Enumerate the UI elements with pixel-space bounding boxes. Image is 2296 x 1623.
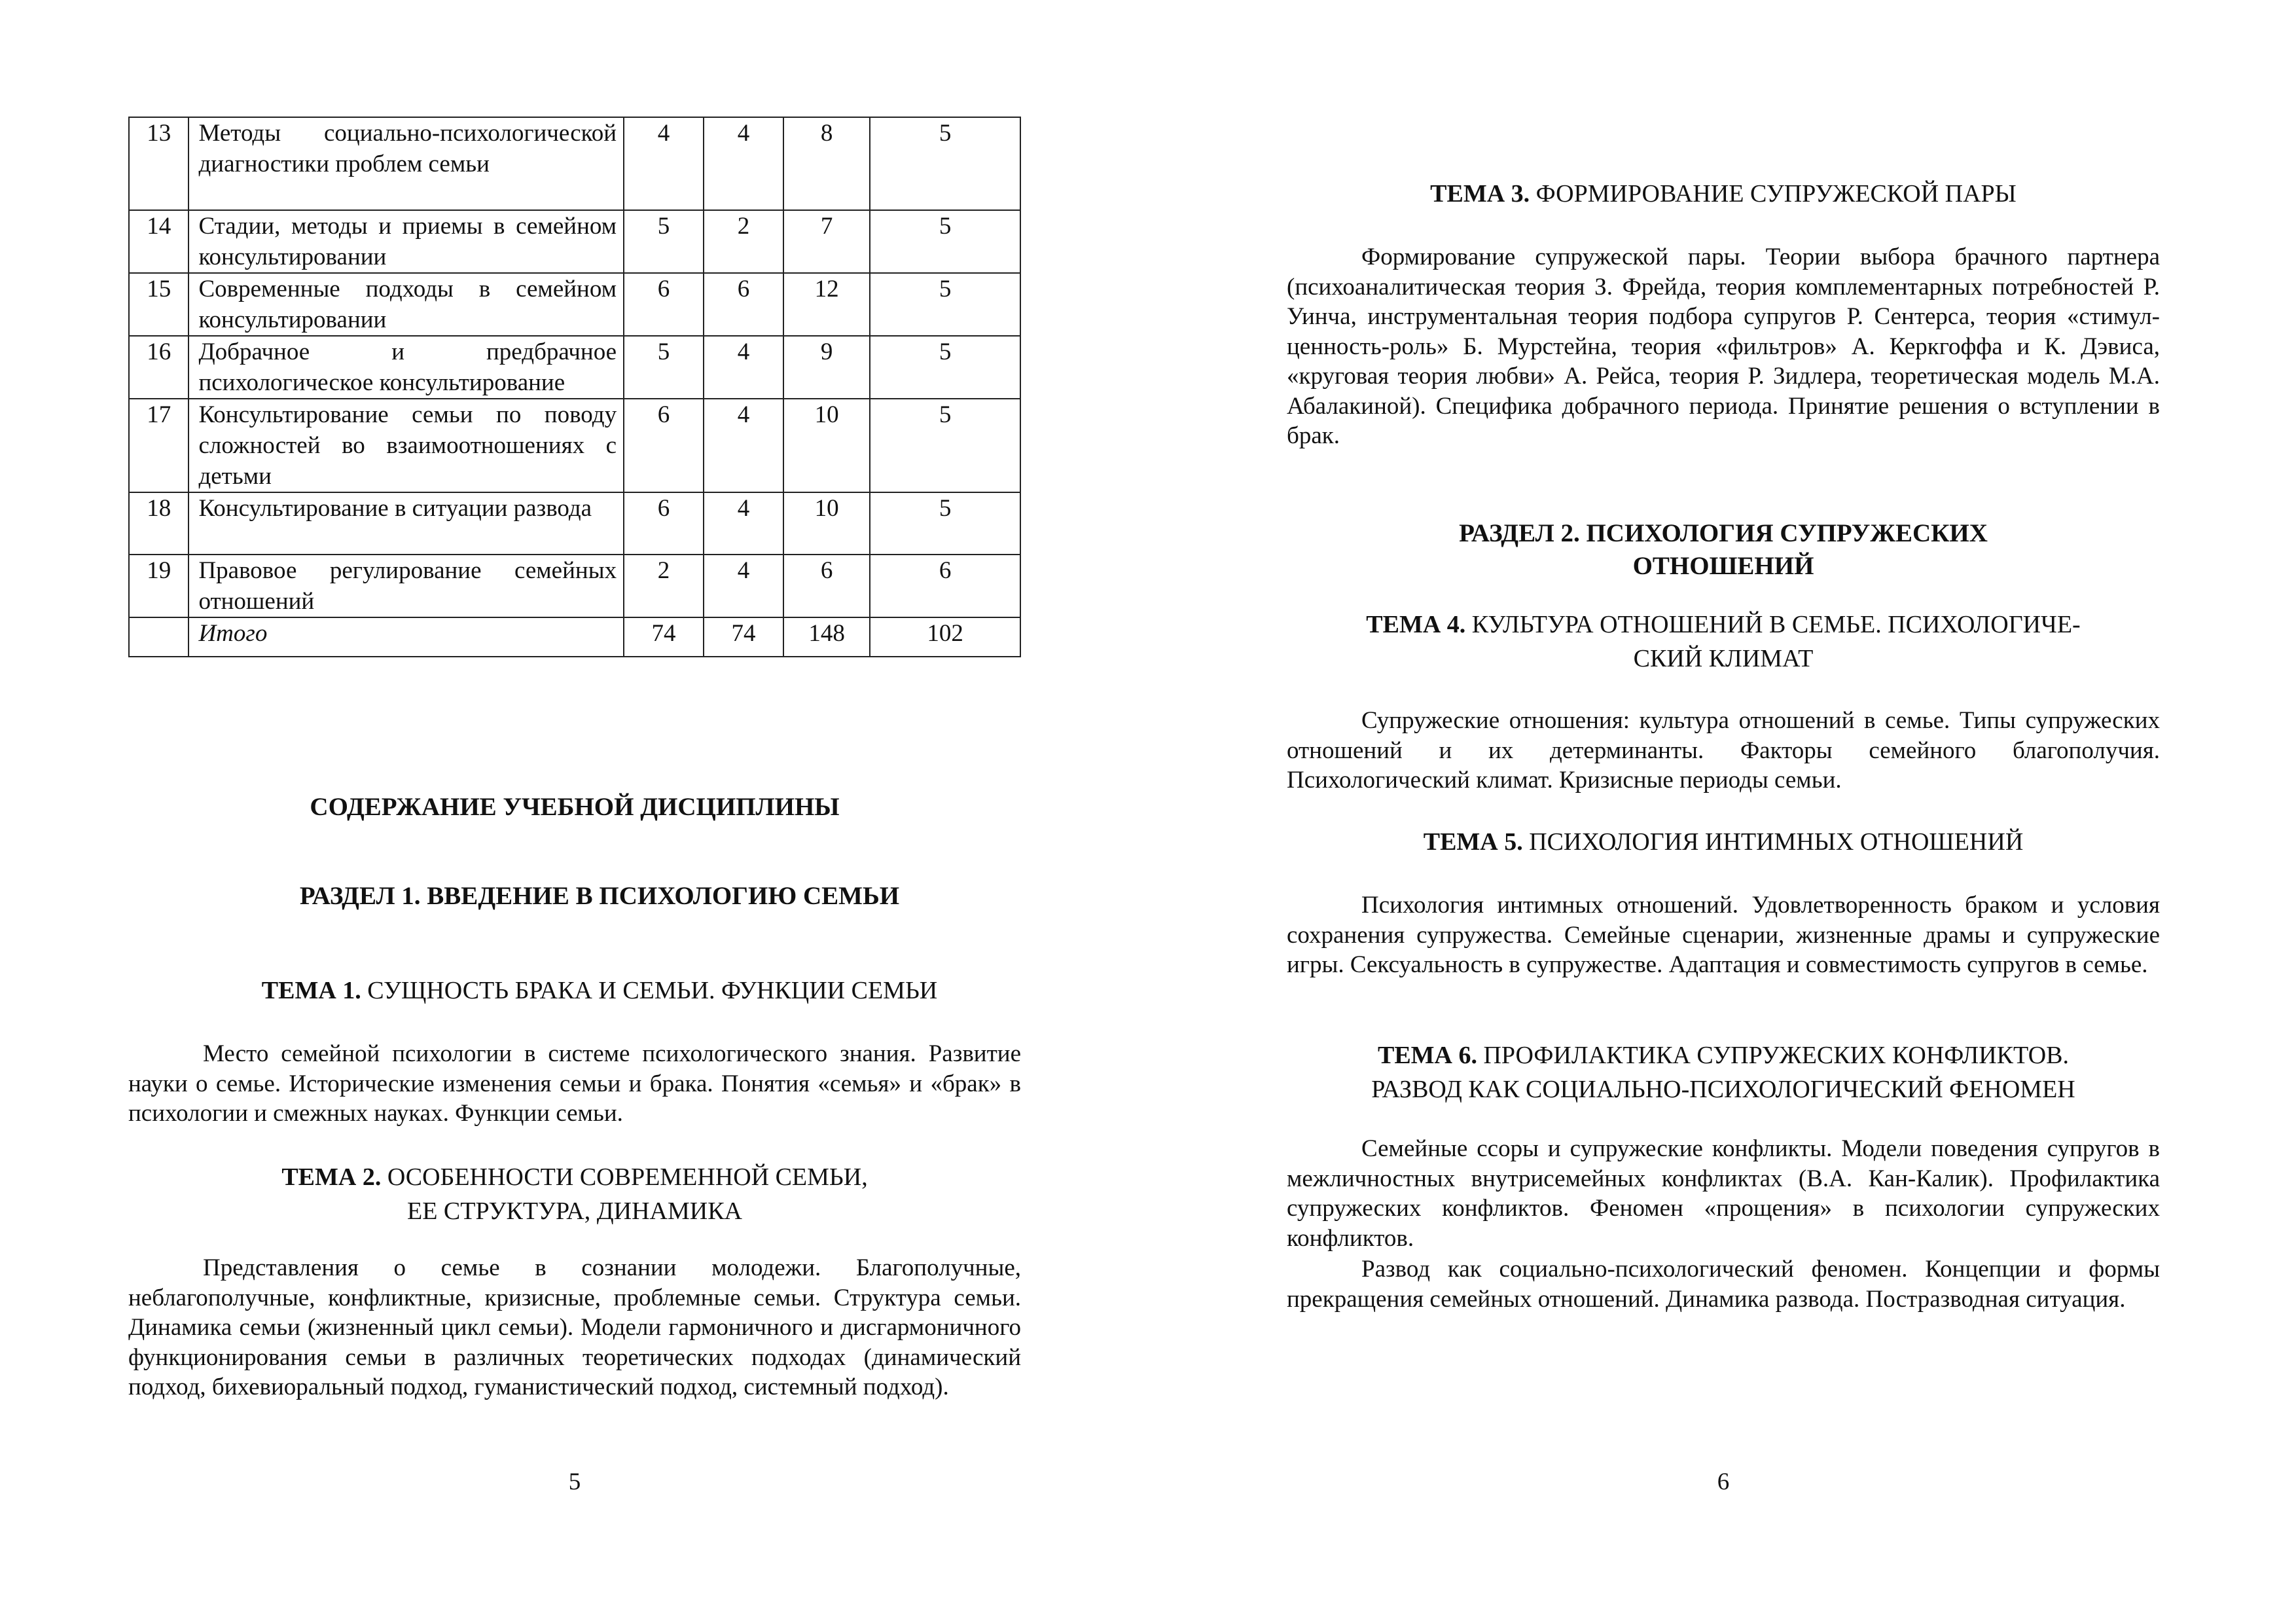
topic-name (188, 555, 624, 617)
self-study-hours: 6 (870, 555, 1020, 617)
self-study-hours: 5 (870, 210, 1020, 273)
row-number: 17 (129, 399, 188, 492)
theme-6-text-2 (1287, 1254, 2160, 1314)
topic-name-text: Современные подходы в семейном консультировании (198, 276, 617, 333)
section-2-title (1287, 517, 2160, 583)
table-row (129, 399, 1020, 492)
practice-hours: 6 (704, 273, 783, 336)
theme-6-name-line2: РАЗВОД КАК СОЦИАЛЬНО-ПСИХОЛОГИЧЕСКИЙ ФЕНОМЕН (1371, 1076, 2075, 1103)
theme-4-title (1287, 608, 2160, 676)
topic-name (188, 492, 624, 555)
practice-hours: 4 (704, 336, 783, 399)
topic-name-text: Стадии, методы и приемы в семейном консультировании (198, 213, 617, 270)
lecture-hours: 6 (624, 492, 704, 555)
right-page (1287, 0, 2160, 1623)
theme-4-text-body: Супружеские отношения: культура отношений в семье. Типы супружеских отношений и их детерминанты. Факторы семейного благополучия. Психологический климат. Кризисные периоды семьи. (1287, 707, 2160, 793)
total-hours: 12 (783, 273, 870, 336)
total-lecture-hours: 74 (624, 617, 704, 657)
theme-1-label: ТЕМА 1. (261, 977, 361, 1004)
theme-6-title (1287, 1038, 2160, 1106)
table-total-row (129, 617, 1020, 657)
topic-name-text: Методы социально-психологической диагностики проблем семьи (198, 120, 617, 177)
total-hours: 10 (783, 399, 870, 492)
theme-5-name: ПСИХОЛОГИЯ ИНТИМНЫХ ОТНОШЕНИЙ (1529, 828, 2024, 856)
theme-6-text-1 (1287, 1134, 2160, 1253)
topic-name-text: Консультирование семьи по поводу сложностей во взаимоотношениях с детьми (198, 401, 617, 490)
self-study-hours: 5 (870, 492, 1020, 555)
lecture-hours: 6 (624, 399, 704, 492)
topic-name (188, 273, 624, 336)
theme-3-text-body: Формирование супружеской пары. Теории выбора брачного партнера (психоаналитическая теория З. Фрейда, теория комплементарных потребностей Р. Уинча, инструментальная теория подбора супругов Р. Сентерса, теория «стимул-ценность-роль» Б. Мурстейна, теория «фильтров» А. Керкгоффа и К. Дэвиса, «круговая теория любви» А. Рейса, теория Р. Зидлера, теоретическая модель М.А. Абалакиной). Специфика добрачного периода. Принятие решения о вступлении в брак. (1287, 244, 2160, 449)
theme-6-name-line1: ПРОФИЛАКТИКА СУПРУЖЕСКИХ КОНФЛИКТОВ. (1483, 1042, 2070, 1069)
total-all-hours: 148 (783, 617, 870, 657)
topic-name (188, 336, 624, 399)
theme-3-text (1287, 242, 2160, 451)
theme-4-name-line2: СКИЙ КЛИМАТ (1633, 645, 1814, 672)
total-hours: 9 (783, 336, 870, 399)
table-row (129, 117, 1020, 210)
lecture-hours: 5 (624, 336, 704, 399)
total-practice-hours: 74 (704, 617, 783, 657)
theme-6-label: ТЕМА 6. (1377, 1042, 1477, 1069)
page-number-right: 6 (1717, 1468, 1730, 1495)
theme-2-name-line1: ОСОБЕННОСТИ СОВРЕМЕННОЙ СЕМЬИ, (387, 1163, 868, 1191)
theme-1-title (128, 974, 1071, 1008)
table-row (129, 492, 1020, 555)
theme-3-label: ТЕМА 3. (1430, 180, 1530, 208)
theme-5-text-body: Психология интимных отношений. Удовлетворенность браком и условия сохранения супружества. Семейные сценарии, жизненные драмы и супружеские игры. Сексуальность в супружестве. Адаптация и совместимость супругов в семье. (1287, 892, 2160, 978)
page-number-left: 5 (568, 1468, 581, 1495)
theme-2-text (128, 1253, 1021, 1402)
content-heading: СОДЕРЖАНИЕ УЧЕБНОЙ ДИСЦИПЛИНЫ (310, 793, 840, 821)
practice-hours: 4 (704, 399, 783, 492)
practice-hours: 4 (704, 492, 783, 555)
self-study-hours: 5 (870, 117, 1020, 210)
total-hours: 8 (783, 117, 870, 210)
self-study-hours: 5 (870, 336, 1020, 399)
section-2-line2: ОТНОШЕНИЙ (1632, 552, 1814, 580)
theme-5-title (1287, 825, 2160, 859)
total-label: Итого (188, 617, 624, 657)
section-2-line1: РАЗДЕЛ 2. ПСИХОЛОГИЯ СУПРУЖЕСКИХ (1459, 519, 1988, 547)
theme-4-label: ТЕМА 4. (1366, 611, 1466, 638)
practice-hours: 2 (704, 210, 783, 273)
theme-2-text-body: Представления о семье в сознании молодежи. Благополучные, неблагополучные, конфликтные, кризисные, проблемные семьи. Структура семьи. Динамика семьи (жизненный цикл семьи). Модели гармоничного и дисгармоничного функционирования семьи в различных теоретических подходах (динамический подход, бихевиоральный подход, гуманистический подход, системный подход). (128, 1254, 1021, 1400)
theme-5-label: ТЕМА 5. (1423, 828, 1523, 856)
self-study-hours: 5 (870, 273, 1020, 336)
self-study-hours: 5 (870, 399, 1020, 492)
practice-hours: 4 (704, 117, 783, 210)
row-number: 18 (129, 492, 188, 555)
total-hours: 7 (783, 210, 870, 273)
theme-2-title (128, 1160, 1021, 1228)
theme-3-name: ФОРМИРОВАНИЕ СУПРУЖЕСКОЙ ПАРЫ (1535, 180, 2017, 208)
row-number: 13 (129, 117, 188, 210)
table-row (129, 273, 1020, 336)
theme-2-name-line2: ЕЕ СТРУКТУРА, ДИНАМИКА (406, 1197, 743, 1225)
row-number: 19 (129, 555, 188, 617)
topic-name-text: Добрачное и предбрачное психологическое консультирование (198, 338, 617, 396)
lecture-hours: 6 (624, 273, 704, 336)
total-self-study-hours: 102 (870, 617, 1020, 657)
table-row (129, 555, 1020, 617)
row-number: 14 (129, 210, 188, 273)
theme-1-text (128, 1039, 1021, 1129)
total-hours: 6 (783, 555, 870, 617)
row-number: 16 (129, 336, 188, 399)
theme-5-text (1287, 890, 2160, 980)
section-1-title: РАЗДЕЛ 1. ВВЕДЕНИЕ В ПСИХОЛОГИЮ СЕМЬИ (299, 882, 900, 910)
lecture-hours: 5 (624, 210, 704, 273)
row-number: 15 (129, 273, 188, 336)
left-page (128, 0, 1021, 1623)
theme-2-label: ТЕМА 2. (281, 1163, 382, 1191)
lecture-hours: 4 (624, 117, 704, 210)
table-row (129, 210, 1020, 273)
practice-hours: 4 (704, 555, 783, 617)
theme-4-text (1287, 706, 2160, 795)
row-number-empty (129, 617, 188, 657)
theme-1-text-body: Место семейной психологии в системе психологического знания. Развитие науки о семье. Исторические изменения семьи и брака. Понятия «семья» и «брак» в психологии и смежных науках. Функции семьи. (128, 1040, 1021, 1127)
topic-name-text: Правовое регулирование семейных отношений (198, 557, 617, 615)
topic-name (188, 117, 624, 210)
theme-3-title (1287, 177, 2160, 211)
topic-name-text: Консультирование в ситуации развода (198, 495, 592, 522)
lecture-hours: 2 (624, 555, 704, 617)
total-hours: 10 (783, 492, 870, 555)
table-row (129, 336, 1020, 399)
topic-name (188, 210, 624, 273)
theme-6-text-1-body: Семейные ссоры и супружеские конфликты. Модели поведения супругов в межличностных внутрисемейных конфликтах (В.А. Кан-Калик). Профилактика супружеских конфликтов. Феномен «прощения» в психологии супружеских конфликтов. (1287, 1135, 2160, 1252)
theme-1-name: СУЩНОСТЬ БРАКА И СЕМЬИ. ФУНКЦИИ СЕМЬИ (367, 977, 938, 1004)
curriculum-table (128, 117, 1021, 657)
theme-4-name-line1: КУЛЬТУРА ОТНОШЕНИЙ В СЕМЬЕ. ПСИХОЛОГИЧЕ- (1471, 611, 2081, 638)
theme-6-text-2-body: Развод как социально-психологический феномен. Концепции и формы прекращения семейных отношений. Динамика развода. Постразводная ситуация. (1287, 1256, 2160, 1313)
topic-name (188, 399, 624, 492)
